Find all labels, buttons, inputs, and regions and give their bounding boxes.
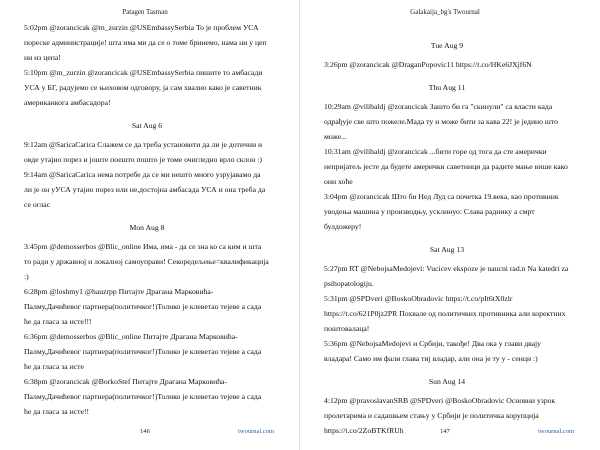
page-body bbox=[24, 20, 270, 419]
tweet-entry: 5:36pm @NebojsaMedojevi и Србији, такође! Два ока у глави дваjу владара! Само им фали глава тиј владар, али она је ту у - сенци :) bbox=[324, 339, 542, 363]
date-heading: Tue Aug 9 bbox=[430, 41, 464, 50]
date-heading: Thu Aug 11 bbox=[428, 83, 466, 92]
tweet-entry: 3:04pm @zorancicak Што би Нед Луд са почетка 19.века, као противник уводења машина у производњу, усклинуо: Слава раднику а смрт булдожеру! bbox=[324, 192, 559, 231]
page-number: 147 bbox=[440, 428, 450, 435]
tweet-entry: 6:36pm @demosserbos @Blic_online Питајте Драгана Марковића-Палму,Дачићевог партнера(политичког!)Толико је клеветао тејеве а сада ће да гласа за исте bbox=[24, 332, 262, 371]
tweet-entry: 10:29am @vilibaldj @zorancicak Зашто би га "скинули" са власти када одрађује све што пожеле.Мада ту и може бити за кава 22! је једино што може... bbox=[324, 102, 558, 141]
date-heading: Mon Aug 8 bbox=[129, 223, 165, 232]
right-page bbox=[300, 0, 590, 450]
page-footer bbox=[300, 428, 590, 440]
tweet-entry: 5:31pm @SPDveri @BoskoObradovic https://t.co/pIt6tX0zlr https://t.co/621P0jz2PR Похвале од политичких противника али коректних поштовалаца! bbox=[324, 294, 566, 333]
site-link[interactable]: twournal.com bbox=[538, 428, 574, 435]
tweet-entry: 10:31am @vilibaldj @zorancicak ...бити горе од тога да сте амерички непријатељ јесте да будете амерички саветници да радите мање више како они хоће bbox=[324, 147, 568, 186]
date-heading: Sat Aug 13 bbox=[429, 245, 465, 254]
running-head: Galakaija_bg's Twournal bbox=[410, 8, 480, 16]
tweet-entry: 9:14am @SaricaCarica нема потребе да се ми нешто много узрујавамо да ли је он уУСА утајио порез или не,достојна амбасада УСА и она треба да се оглас bbox=[24, 170, 266, 209]
tweet-entry: 3:26pm @zorancicak @DraganPopovic11 https://t.co/HKe6JXjf6N bbox=[324, 60, 532, 69]
tweet-entry: 4:12pm @pravoslavanSRB @SPDveri @BoskoObradovic Основни узрок пролетарима и садашњем стању у Србији је политичка корупција https://t.co/2ZoBTKfRUh bbox=[324, 396, 556, 435]
tweet-entry: 6:28pm @loshmy1 @hauzrpp Питајте Драгана Марковића-Палму,Дачићевог партнера(политичког!)Толико је клеветао тејеве а сада ће да гласа за исте!!! bbox=[24, 287, 262, 326]
tweet-entry: 5:02pm @zorancicak @m_zurzin @USEmbassySerbia То је проблем УСА пореске администрације! шта има ми да се о томе бринемо, нама ни у цеп ни из цепа! bbox=[24, 23, 267, 62]
tweet-entry: 5:27pm RT @NebojsaMedojevi: Vucicev ekspoze je naucni rad.n Na katedri za psihopatologiju. bbox=[324, 264, 569, 288]
date-heading: Sat Aug 6 bbox=[131, 121, 163, 130]
page-body bbox=[324, 38, 570, 438]
site-link[interactable]: twournal.com bbox=[238, 428, 274, 435]
tweet-entry: 6:38pm @zorancicak @BorkoStef Питајте Драгана Марковића-Палму,Дачићевог партнера(политичког!)Толико је клеветао тејеве а сада ће да гласа за исте!! bbox=[24, 377, 262, 416]
date-heading: Sun Aug 14 bbox=[428, 377, 466, 386]
page-footer bbox=[0, 428, 290, 440]
running-head: Patagen Tasman bbox=[122, 8, 168, 16]
tweet-entry: 5:10pm @m_zurzin @zorancicak @USEmbassySerbia пишите то амбасади УСА у БГ, радујемо се њиховом одговору, ја сам хвалио како је саветник американкога амбасадора! bbox=[24, 68, 263, 107]
left-page bbox=[0, 0, 290, 450]
tweet-entry: 9:12am @SaricaCarica Слажем се да треба установити да ли је дотични и овде утајио порез и јоште поешто пошто је томе очигледно врло склон :) bbox=[24, 140, 263, 164]
page-number: 146 bbox=[140, 428, 150, 435]
tweet-entry: 3:45pm @demosserbos @Blic_online Има, има - да се зна ко са ким и шта то ради у државној и локалној самоуправи! Секоредељење=квалификација :) bbox=[24, 242, 269, 281]
